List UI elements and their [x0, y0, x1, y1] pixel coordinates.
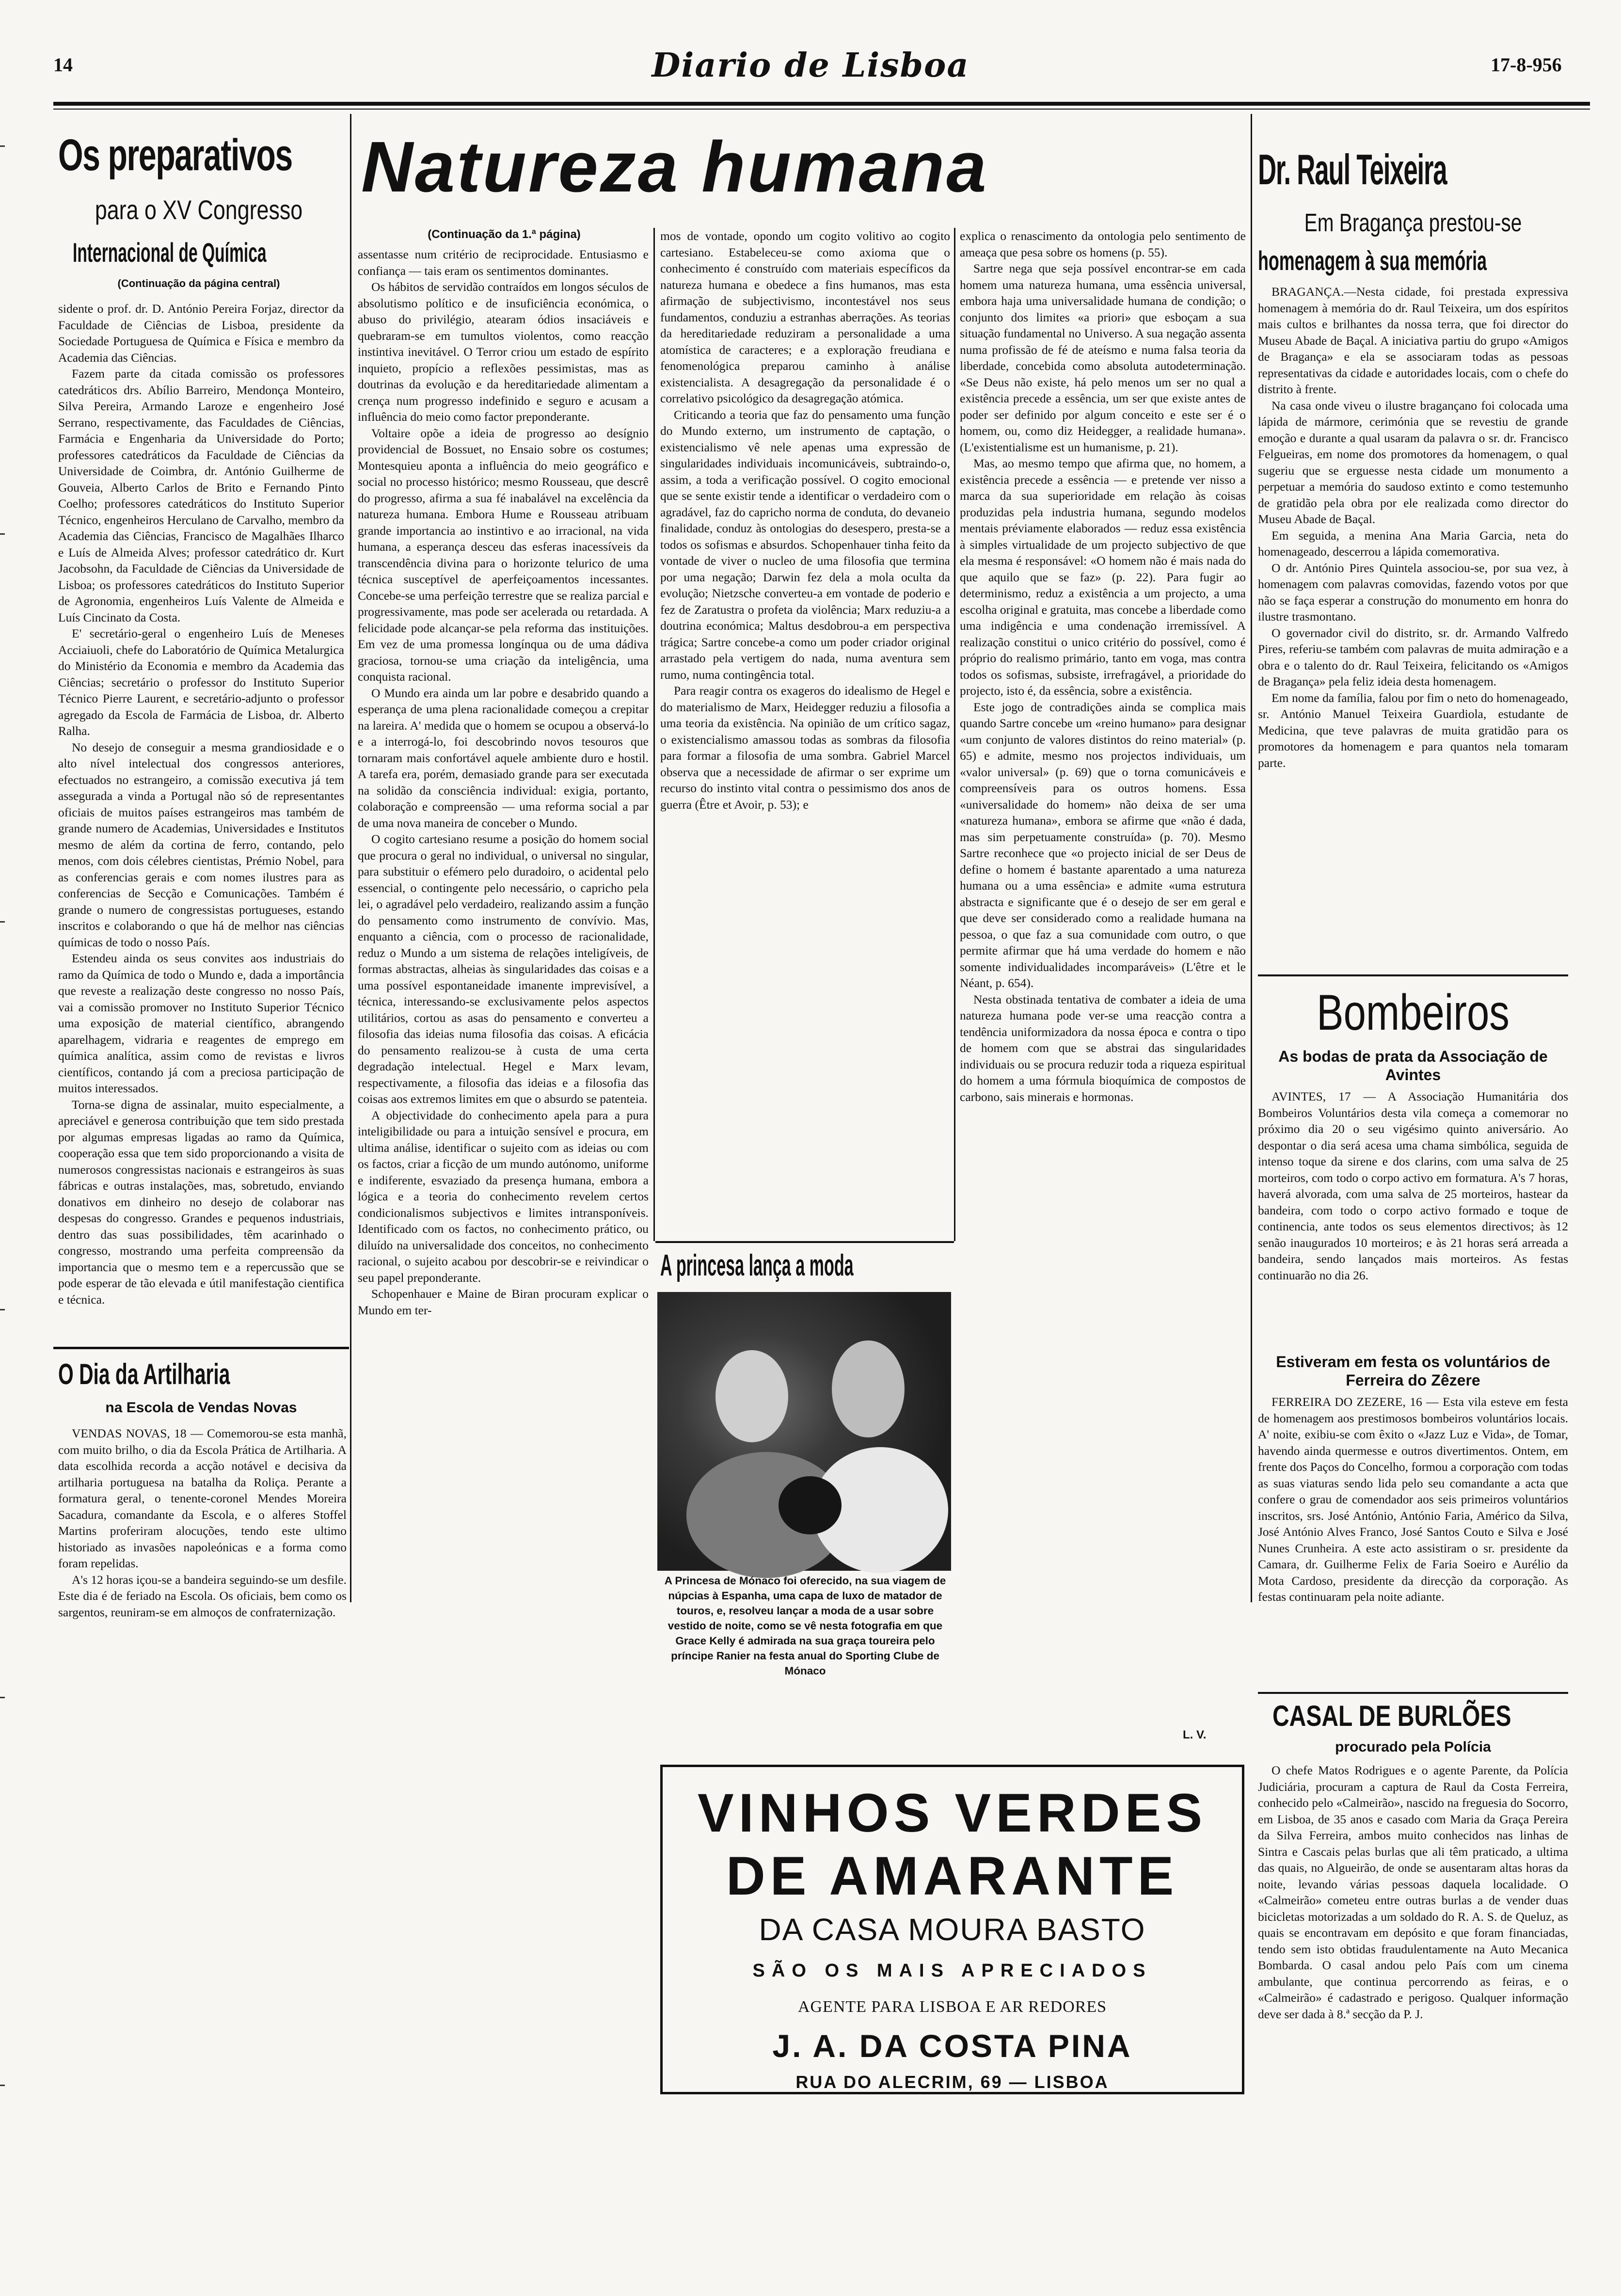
masthead-rule-thin — [53, 109, 1590, 110]
paragraph: sidente o prof. dr. D. António Pereira Forjaz, director da Faculdade de Ciências de Lisboa, presidente da Sociedade Portuguesa de Química e Física e membro da Academia das Ciências. — [58, 302, 344, 365]
congresso-article — [53, 116, 344, 1338]
edge-mark — [0, 1697, 5, 1698]
paragraph: Voltaire opõe a ideia de progresso ao desígnio providencial de Bossuet, no Ensaio sobre os costumes; Montesquieu aponta a influência do meio geográfico e social no processo histórico; mesmo Rousseau, que descrê do progresso, afirma a sua fé inabalável na excelência da natureza humana. Embora Hume e Rousseau atribuam grande importancia ao instintivo e ao irracional, na vida humana, a esperança desceu das esferas inacessíveis da transcendência divina para o horizonte telurico de uma técnica susceptível de aperfeiçoamentos incessantes. Concebe-se uma perfeição terrestre que se realiza parcial e progressivamente, mas pode ser acelerada ou retardada. A felicidade pode alcançar-se pela reforma das instituições. Em vez de uma promessa longínqua ou de uma dádiva graciosa, tornou-se uma criação da inteligência, uma conquista racional. — [358, 426, 649, 684]
newspaper-title: Diario de Lisboa — [652, 46, 969, 85]
paragraph: E' secretário-geral o engenheiro Luís de Meneses Acciaiuoli, chefe do Laboratório de Química Metalurgica do Ministério da Economia e membro da Academia das Ciências; secretário o professor do Instituto Superior Técnico Pierre Laurent, e secretário-adjunto o professor agregado da Escola de Farmácia de Lisboa, dr. Alberto Ralha. — [58, 626, 344, 738]
edge-mark — [0, 145, 5, 147]
section-rule — [53, 1347, 349, 1349]
paragraph: Nesta obstinada tentativa de combater a ideia de uma natureza humana pode ver-se uma reacção contra a tendência uniformizadora da nossa época e contra o tipo de homem com que se abstrai das singularidades individuais ou se procura reduzir toda a riqueza espiritual do homem a uma fórmula bioquímica de compostos de carbono, sais minerais e hormonas. — [960, 992, 1246, 1104]
raul-headline: Dr. Raul Teixeira — [1258, 145, 1447, 193]
advert-line: DA CASA MOURA BASTO — [759, 1912, 1146, 1947]
artilharia-subheadline: na Escola de Vendas Novas — [105, 1400, 297, 1416]
edge-mark — [0, 2085, 5, 2086]
congresso-continuation: (Continuação da página central) — [117, 277, 280, 289]
casal-article — [1258, 1699, 1568, 2189]
photo-frame-top — [655, 1241, 954, 1243]
column-rule — [350, 114, 351, 1602]
column-rule — [1251, 114, 1252, 1602]
natureza-column-3 — [960, 228, 1246, 1711]
paragraph: Os hábitos de servidão contraídos em longos séculos de absolutismo político e de insuficiência económica, o abuso do privilégio, atearam ódios insaciáveis e quebraram-se em tumultos violentos, como reacção instintiva inevitável. O Terror criou um estado de espírito inquieto, propício a reflexões pessimistas, mas as doutrinas da evolução e da hereditariedade alimentam a crença num progresso indefinido e seguro e acusam a influência do meio como factor preponderante. — [358, 280, 649, 424]
advert-line: AGENTE PARA LISBOA E AR REDORES — [797, 1998, 1107, 2016]
paragraph: Para reagir contra os exageros do idealismo de Hegel e do materialismo de Marx, Heidegger reduziu a filosofia a uma teoria da existência. Na opinião de um crítico sagaz, o existencialismo amassou todas as sombras da filosofia para formar a filosofia de uma sombra. Gabriel Marcel observa que a necessidade de afirmar o ser exprime um recurso do instinto vital contra o pessimismo dos anos de guerra (Être et Avoir, p. 53); e — [660, 684, 950, 812]
casal-subheadline: procurado pela Polícia — [1335, 1739, 1491, 1755]
paragraph: FERREIRA DO ZEZERE, 16 — Esta vila esteve em festa de homenagem aos prestimosos bombeiros voluntários locais. A' noite, exibiu-se com êxito o «Jazz Luz e Vida», de Tomar, havendo ainda quermesse e outros divertimentos. Ontem, em frente dos Paços do Concelho, formou a corporação com todas as suas viaturas sendo lida pelo seu comandante a acta que confere o grau de comendador aos seis primeiros voluntários inscritos, srs. José António, António Faria, Américo da Silva, José António Alves Franco, José Santos Couto e Silva e José Nunes Crunheira. A este acto assistiram o sr. presidente da Camara, dr. Guilherme Felix de Faria Soeiro e Aurélio da Mota Cardoso, presidente da direcção da corporação. As festas continuaram pela noite adiante. — [1258, 1395, 1568, 1604]
paragraph: Mas, ao mesmo tempo que afirma que, no homem, a existência precede a essência — e pretende ver nisso a marca da sua superioridade em relação às coisas produzidas pela industria humana, segundo modelos mentais préviamente elaborados — reduz essa existência à simples virtualidade de um projecto subjectivo de que ela mesma é responsável: «O homem não é mais nada do que aquilo que se faz» (p. 22). Para fugir ao determinismo, reduz a existência a um projecto, a uma escolha original e gratuita, mas concebe a liberdade como uma indigência e uma condenação irremissível. A realização constitui o unico critério do possível, como é próprio do realismo primário, tanto em voga, mas contra todos os sofismas, subsiste, irrefragável, a prioridade do projecto, isto é, da essência, sobre a existência. — [960, 456, 1246, 698]
princesa-photo — [657, 1292, 951, 1571]
paragraph: AVINTES, 17 — A Associação Humanitária dos Bombeiros Voluntários desta vila começa a comemorar no próximo dia 20 o seu vigésimo quinto aniversário. Ao despontar o dia será acesa uma chama simbólica, seguida de intenso toque da sirene e dos clarins, com uma salva de 25 morteiros, com todo o corpo activo em formatura. A's 7 horas, haverá alvorada, com uma salva de 25 morteiros, hastear da bandeira, com todo o corpo activo formado e toque de continencia, ante todos os seus elementos directivos; às 12 senão inaugurados 10 morteiros; e às 21 horas será arreada a bandeira, sendo lançados mais morteiros. As festas continuarão no dia 26. — [1258, 1089, 1568, 1282]
paragraph: O governador civil do distrito, sr. dr. Armando Valfredo Pires, referiu-se também com palavras de muita admiração e a obra e o talento do dr. Raul Teixeira, felicitando os «Amigos de Bragança» pela feliz ideia desta homenagem. — [1258, 625, 1568, 688]
paragraph: Fazem parte da citada comissão os professores catedráticos drs. Abílio Barreiro, Mendonça Monteiro, Silva Pereira, Armando Laroze e engenheiro José Serrano, respectivamente, das Faculdades de Ciências, Farmácia e Engenharia da Universidade do Porto; professores catedráticos da Faculdade de Ciências da Universidade de Coimbra, dr. António Guilherme de Gouveia, Alberto Carlos de Brito e Fernando Pinto Coelho; professores catedráticos do Instituto Superior Técnico, engenheiros Herculano de Carvalho, membro da Academia das Ciências, Francisco de Magalhães Ilharco e Luís de Almeida Alves; professor catedrático dr. Kurt Jacobsohn, da Faculdade de Ciências da Universidade de Lisboa; os professores catedráticos do Instituto Superior de Agronomia, engenheiros Luís Valente de Almeida e Luís Cincinato da Costa. — [58, 367, 344, 624]
paragraph: O dr. António Pires Quintela associou-se, por sua vez, à homenagem com palavras comovidas, fazendo votos por que não se faça esperar a construção do monumento em honra do ilustre trasmontano. — [1258, 560, 1568, 623]
advert-line: DE AMARANTE — [726, 1846, 1179, 1906]
raul-article — [1258, 116, 1568, 984]
advert-line: VINHOS VERDES — [697, 1783, 1208, 1843]
column-rule — [954, 228, 955, 1241]
bombeiros-headline: Bombeiros — [1317, 985, 1510, 1041]
paragraph: assentasse num critério de reciprocidade. Entusiasmo e confiança — tais eram os sentimentos dominantes. — [358, 247, 649, 278]
paragraph: explica o renascimento da ontologia pelo sentimento de ameaça que pesa sobre os homens (p. 55). — [960, 229, 1246, 259]
congresso-subheadline: para o XV Congresso — [95, 194, 303, 225]
raul-subheadline: Em Bragança prestou-se — [1304, 209, 1522, 237]
advert-line: RUA DO ALECRIM, 69 — LISBOA — [795, 2072, 1109, 2092]
congresso-body — [58, 301, 344, 1338]
issue-date: 17-8-956 — [1491, 54, 1562, 76]
paragraph: O chefe Matos Rodrigues e o agente Parente, da Polícia Judiciária, procuram a captura de Raul da Costa Ferreira, conhecido pelo «Calmeirão», nascido na freguesia do Socorro, em Lisboa, de 35 anos e casado com Maria da Graça Pereira da Silva Ferreira, ambos muito conhecidos nas linhas de Sintra e Cascais pelas burlas que ali têm praticado, a ultima das quais, no Algueirão, de onde se ausentaram altas horas da noite, levando várias pessoas daquela localidade. O «Calmeirão» cometeu entre outras burlas a de vender duas bicicletas motorizadas a um soldado do R. A. S. de Queluz, as quais se encontravam em depósito e que foram financiadas, tendo sem isto obtidas fraudulentamente na Auto Mecanica Bombarda. O casal andou pelo País com um cinema ambulante, que continua percorrendo as feiras, e o «Calmeirão» é cadastrado e perigoso. Qualquer informação deve ser dada à 8.ª secção da P. J. — [1258, 1763, 1568, 2021]
bombeiros-body-1 — [1258, 1088, 1568, 1350]
paragraph: VENDAS NOVAS, 18 — Comemorou-se esta manhã, com muito brilho, o dia da Escola Prática de Artilharia. A data escolhida recorda a acção notável e decisiva da artilharia portuguesa na batalha da Roliça. Perante a formatura geral, o tenente-coronel Mendes Moreira Sacadura, comandante da Escola, e o alferes Stoffel Martins proferiram alocuções, tendo este ultimo historiado as invasões napoleónicas e a forma como foram repelidas. — [58, 1426, 347, 1570]
paragraph: Torna-se digna de assinalar, muito especialmente, a apreciável e generosa contribuição que tem sido prestada por algumas empresas ligadas ao ramo da Química, cooperação essa que tem sido proporcionando a visita de numerosos congressistas nacionais e estrangeiros às suas fábricas e outras instalações, mas, sobretudo, enviando donativos em dinheiro no desejo de colaborar nas despesas do congresso. Grandes e pequenos industriais, dentro das suas possibilidades, têm acarinhado o congresso, mostrando uma perfeita compreensão da importancia que o mesmo tem e a repercussão que se pode esperar de tão elevada e útil manifestação cientifica e técnica. — [58, 1097, 344, 1307]
congresso-subheadline-2: Internacional de Química — [73, 237, 267, 268]
bombeiros-article — [1258, 984, 1568, 1687]
raul-subheadline-2: homenagem à sua memória — [1258, 245, 1487, 276]
edge-mark — [0, 533, 5, 535]
vinhos-advert — [660, 1765, 1244, 2094]
casal-body — [1258, 1762, 1568, 2189]
artilharia-body — [58, 1425, 347, 1619]
paragraph: Sartre nega que seja possível encontrar-se em cada homem uma natureza humana, uma essência universal, embora haja uma universalidade humana de condição; o conjunto dos limites «a priori» que esboçam a sua situação fundamental no Universo. A sua negação assenta numa profissão de fé de ateísmo e numa falsa teoria da liberdade, concebida como absoluta autodeterminação. «Se Deus não existe, há pelo menos um ser no qual a existência precede a essência, um ser que existe antes de poder ser definido por algum conceito e este ser é o homem, ou, como diz Heidegger, a realidade humana». (L'existentialisme est un humanisme, p. 21). — [960, 261, 1246, 454]
natureza-continuation: (Continuação da 1.ª página) — [428, 228, 581, 241]
paragraph: O cogito cartesiano resume a posição do homem social que procura o geral no individual, o universal no singular, para substituir o efémero pelo duradoiro, o acidental pelo essencial, o contingente pelo necessário, o capricho pela lei, o agradável pelo verdadeiro, realizando assim a função do pensamento como instrumento de convívio. Mas, enquanto a ciência, com o processo de racionalidade, reduz o Mundo a um sistema de relações inteligíveis, de formas abstractas, alheias às singularidades das coisas e a uma possível espontaneidade imanente imprevisível, a técnica, interessando-se exclusivamente pelos aspectos utilitários, cortou as asas do pensamento e converteu a filosofia das ideias numa filosofia das coisas. A eficácia do pensamento realizou-se à custa de uma certa degradação intelectual. Hegel e Marx levam, respectivamente, a filosofia das ideias e a filosofia das coisas aos extremos limites em que o absurdo se patenteia. — [358, 832, 649, 1106]
section-rule — [1258, 974, 1568, 976]
edge-mark — [0, 921, 5, 923]
princesa-headline: A princesa lança a moda — [660, 1249, 854, 1282]
paragraph: Schopenhauer e Maine de Biran procuram explicar o Mundo em ter- — [358, 1287, 649, 1317]
natureza-headline: Natureza humana — [361, 127, 988, 207]
section-rule — [1258, 1692, 1568, 1694]
artilharia-article — [53, 1353, 349, 1619]
advert-line: J. A. DA COSTA PINA — [772, 2028, 1132, 2064]
paragraph: Na casa onde viveu o ilustre bragançano foi colocada uma lápida de mármore, cerimónia que se revestiu de grande emoção e durante a qual usaram da palavra o sr. dr. Francisco Felgueiras, em nome dos promotores da homenagem, o qual sugeriu que se erguesse nesta cidade um monumento a perpetuar a memória do saudoso extinto e como testemunho de gratidão pela obra por ele realizada como director do Museu Abade de Baçal. — [1258, 398, 1568, 526]
artilharia-headline: O Dia da Artilharia — [58, 1358, 230, 1390]
paragraph: No desejo de conseguir a mesma grandiosidade e o alto nível intelectual dos congressos anteriores, efectuados no estrangeiro, a comissão executiva já tem assegurada a vinda a Portugal não só de representantes oficiais de muitos países estrangeiros mas também de grande numero de Academias, Universidades e Institutos mesmo de além da cortina de ferro, contando, pelo menos, com dois célebres cientistas, Prémio Nobel, para as conferencias gerais e com nomes ilustres para as conferencias de Secção e Comunicações. Também é grande o numero de congressistas portugueses, estando inscritos e colaborando o que há de melhor nas ciências químicas de todo o nosso País. — [58, 740, 344, 949]
casal-headline: CASAL DE BURLÕES — [1272, 1700, 1511, 1732]
masthead-rule — [53, 102, 1590, 106]
natureza-column-2 — [660, 228, 950, 1236]
paragraph: Criticando a teoria que faz do pensamento uma função do Mundo externo, um instrumento de captação, o existencialismo vê nele apenas uma expressão de singularidades individuais incomunicáveis, subtraindo-o, assim, a toda a verificação possível. O cogito emocional que se sente existir tende a identificar o verdadeiro com o agradável, faz do capricho norma de conduta, do devaneio finalidade, conduz às ontologias do desespero, presta-se a todos os sofismas e absurdos. Schopenhauer tinha feito da vontade de viver o nucleo de uma filosofia que termina por uma negação; Darwin fez dela a mola oculta da evolução; Nietzsche converteu-a em vontade de poderio e fez de Zaratustra o profeta da violência; Marx reduziu-a a doutrina económica; Maltus desdobrou-a em perspectiva trágica; Sartre concebe-a como um poder criador original arrastado pela vertigem do nada, numa aventura sem rumo, numa contingência total. — [660, 407, 950, 682]
paragraph: Estendeu ainda os seus convites aos industriais do ramo da Química de todo o Mundo e, dada a importância que reveste a realização deste congresso no nosso País, vai a comissão promover no Instituto Superior Técnico uma exposição de material científico, abrangendo aparelhagem, vidraria e reagentes de emprego em química analítica, assim como de revistas e livros científicos, contando já com a preciosa participação de muitos interessados. — [58, 951, 344, 1095]
article-signature: L. V. — [1183, 1728, 1207, 1741]
bombeiros-subheadline-2: Estiveram em festa os voluntários de Ferreira do Zêzere — [1276, 1353, 1550, 1389]
congresso-headline: Os preparativos — [58, 130, 292, 180]
edge-mark — [0, 1309, 5, 1310]
paragraph: Em seguida, a menina Ana Maria Garcia, neta do homenageado, descerrou a lápida comemorativa. — [1258, 528, 1568, 558]
paragraph: A objectividade do conhecimento apela para a pura inteligibilidade ou para a intuição sensível e procura, em ultima análise, identificar o sujeito com as ideias ou com os factos, criar a ficção de um mundo autónomo, uniforme e indiferente, esvaziado da presença humana, embora a lógica e a teoria do conhecimento revelem certos condicionalismos subjectivos e limites intransponíveis. Identificado com os factos, no conhecimento prático, ou diluído na universalidade dos conceitos, no conhecimento racional, o sujeito acabou por descobrir-se e reivindicar o seu papel preponderante. — [358, 1108, 649, 1285]
bombeiros-body-2 — [1258, 1394, 1568, 1685]
advert-line: SÃO OS MAIS APRECIADOS — [752, 1961, 1152, 1981]
paragraph: BRAGANÇA.—Nesta cidade, foi prestada expressiva homenagem à memória do dr. Raul Teixeira, um dos espíritos mais cultos e brilhantes da nossa terra, que foi director do Museu Abade de Baçal. A iniciativa partiu do grupo «Amigos de Bragança» e ela se associaram todas as pessoas representativas da cidade e autoridades locais, com o chefe do distrito à frente. — [1258, 285, 1568, 396]
raul-body — [1258, 284, 1568, 1040]
paragraph: Este jogo de contradições ainda se complica mais quando Sartre concebe um «reino humano» para designar «um conjunto de valores distintos do reino material» (p. 65) e admite, mesmo nos projectos individuais, um «valor universal» (p. 69) que o torna comunicáveis e compreensíveis para os outros homens. Essa «universalidade do homem» não deixa de ser uma «natureza humana», embora se afirme que «não é dada, mas sim perpetuamente construída» (p. 70). Mesmo Sartre reconhece que «o projecto inicial de ser Deus de define o homem é bastante aparentado a uma natureza humana ou a uma essência» e admite «uma estrutura abstracta e significante que é o desejo de ser em geral e que deve ser considerado como a realidade humana na pessoa, o que faz a sua comunidade com outro, o que permite afirmar que há uma verdade do homem e não somente individualidades incomparáveis» (L'être et le Néant, p. 654). — [960, 700, 1246, 990]
paragraph: A's 12 horas içou-se a bandeira seguindo-se um desfile. Este dia é de feriado na Escola. Os oficiais, bem como os sargentos, reuniram-se em almoços de confraternização. — [58, 1572, 347, 1619]
bombeiros-subheadline: As bodas de prata da Associação de Avintes — [1278, 1048, 1548, 1084]
column-rule — [653, 228, 655, 1241]
paragraph: mos de vontade, opondo um cogito volitivo ao cogito cartesiano. Estabeleceu-se como axioma que o conhecimento é construído com materiais específicos da natureza humana e obedece a fins humanos, mas esta afirmação de subjectivismo, incontestável nos seus fundamentos, conduziu a estranhas aberrações. As teorias da hereditariedade reduziram a personalidade a uma atomística de caracteres; e a exploração freudiana e fenomenológica preparou caminho à análise existencialista. A desagregação da personalidade é o correlativo psicológico da desagregação atómica. — [660, 229, 950, 405]
princesa-caption: A Princesa de Mónaco foi oferecido, na sua viagem de núpcias à Espanha, uma capa de luxo de matador de touros, e, resolveu lançar a moda de a usar sobre vestido de noite, como se vê nesta fotografia em que Grace Kelly é admirada na sua graça toureira pelo príncipe Ranier na festa anual do Sporting Clube de Mónaco — [664, 1575, 946, 1677]
paragraph: O Mundo era ainda um lar pobre e desabrido quando a esperança de uma plena racionalidade começou a crepitar na lareira. A' medida que o homem se ocupou a observá-lo e a interrogá-lo, foi descobrindo novos tesouros que tornaram mais confortável aquele ambiente duro e hostil. A tarefa era, porém, demasiado grande para ser executada na solidão da consciência individual: exigia, portanto, colaboração e compreensão — uma reforma social a par de uma nova maneira de conceber o Mundo. — [358, 686, 649, 830]
natureza-column-1 — [358, 246, 649, 1604]
page-number: 14 — [53, 54, 73, 76]
paragraph: Em nome da família, falou por fim o neto do homenageado, sr. António Manuel Teixeira Guardiola, estudante de Medicina, que teve palavras de muita gratidão para os promotores da homenagem e para quantos nela tomaram parte. — [1258, 690, 1568, 770]
